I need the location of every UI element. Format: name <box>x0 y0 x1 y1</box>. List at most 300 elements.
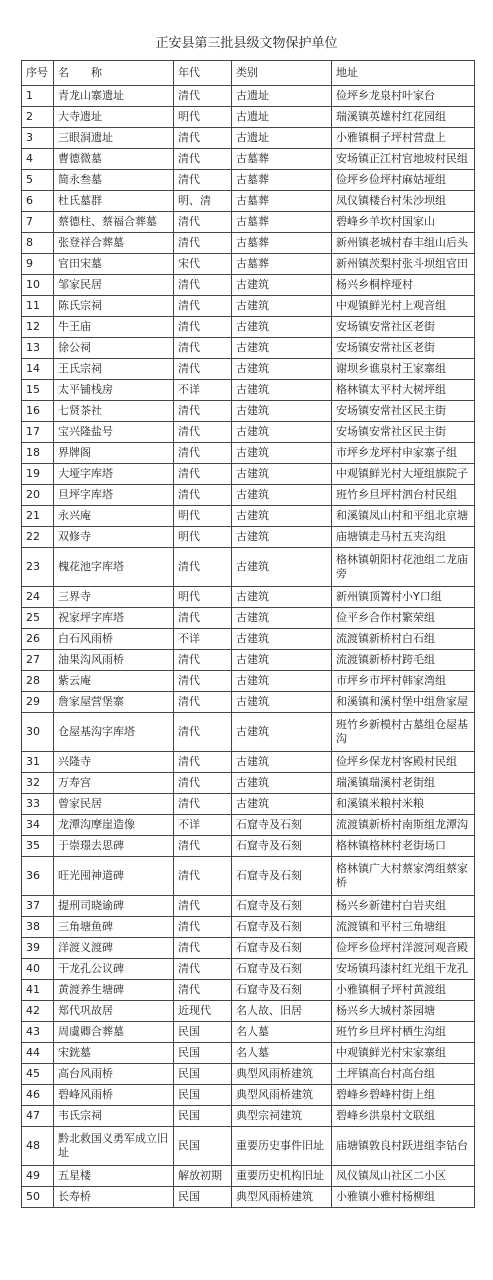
cell-index: 24 <box>22 587 54 608</box>
cell-category: 古建筑 <box>232 692 332 713</box>
cell-index: 19 <box>22 464 54 485</box>
cell-name: 王氏宗祠 <box>54 359 174 380</box>
cell-address: 安场镇正江村官地坡村民组 <box>332 149 475 170</box>
cell-name: 界牌阁 <box>54 443 174 464</box>
table-row <box>22 629 475 650</box>
cell-name: 提刑司晓谕碑 <box>54 896 174 917</box>
cell-name: 高台风雨桥 <box>54 1064 174 1085</box>
cell-index: 20 <box>22 485 54 506</box>
cell-name: 碧峰风雨桥 <box>54 1085 174 1106</box>
table-row <box>22 170 475 191</box>
cell-category: 石窟寺及石刻 <box>232 917 332 938</box>
cell-name: 长寿桥 <box>54 1187 174 1208</box>
cell-index: 11 <box>22 296 54 317</box>
table-row <box>22 917 475 938</box>
cell-address: 流渡镇新桥村南斯组龙潭沟 <box>332 815 475 836</box>
cell-address: 格林镇朝阳村花池组二龙庙旁 <box>332 548 475 587</box>
cell-name: 陈氏宗祠 <box>54 296 174 317</box>
cell-era: 民国 <box>174 1064 232 1085</box>
cell-era: 不详 <box>174 815 232 836</box>
table-row <box>22 608 475 629</box>
cell-address: 碧峰乡洪泉村文联组 <box>332 1106 475 1127</box>
table-row <box>22 1085 475 1106</box>
table-row <box>22 317 475 338</box>
cell-index: 29 <box>22 692 54 713</box>
cell-name: 大寺遗址 <box>54 107 174 128</box>
cell-address: 流渡镇和平村三角塘组 <box>332 917 475 938</box>
cell-era: 明、清 <box>174 191 232 212</box>
cell-category: 古墓葬 <box>232 149 332 170</box>
table-row <box>22 938 475 959</box>
cell-name: 官田宋墓 <box>54 254 174 275</box>
table-row <box>22 359 475 380</box>
cell-category: 古建筑 <box>232 608 332 629</box>
cell-index: 36 <box>22 857 54 896</box>
cell-address: 土坪镇高台村高台组 <box>332 1064 475 1085</box>
cell-address: 凤仪镇凤山社区二小区 <box>332 1166 475 1187</box>
cell-name: 油果沟风雨桥 <box>54 650 174 671</box>
cell-address: 庙塘镇走马村五夹沟组 <box>332 527 475 548</box>
table-row <box>22 752 475 773</box>
cell-address: 安场镇安常社区老街 <box>332 338 475 359</box>
cell-index: 32 <box>22 773 54 794</box>
cell-name: 槐花池字库塔 <box>54 548 174 587</box>
cell-era: 清代 <box>174 212 232 233</box>
table-row <box>22 857 475 896</box>
cell-category: 古建筑 <box>232 464 332 485</box>
cell-address: 杨兴乡大城村茶园塘 <box>332 1001 475 1022</box>
cell-era: 清代 <box>174 608 232 629</box>
table-row <box>22 1106 475 1127</box>
table-row <box>22 212 475 233</box>
header-address: 地址 <box>332 61 475 86</box>
cell-era: 清代 <box>174 938 232 959</box>
cell-name: 旦坪字库塔 <box>54 485 174 506</box>
table-row <box>22 107 475 128</box>
cell-name: 三角塘鱼碑 <box>54 917 174 938</box>
cell-name: 干龙孔公议碑 <box>54 959 174 980</box>
cell-name: 五星楼 <box>54 1166 174 1187</box>
table-row <box>22 773 475 794</box>
cell-category: 古建筑 <box>232 650 332 671</box>
cell-era: 清代 <box>174 338 232 359</box>
cell-category: 古遗址 <box>232 128 332 149</box>
cell-name: 祝家坪字库塔 <box>54 608 174 629</box>
cell-era: 民国 <box>174 1106 232 1127</box>
cell-era: 清代 <box>174 464 232 485</box>
table-row <box>22 401 475 422</box>
cell-address: 流渡镇新桥村白石组 <box>332 629 475 650</box>
table-row <box>22 671 475 692</box>
cell-address: 和溪镇凤山村和平组北京塘 <box>332 506 475 527</box>
cell-era: 明代 <box>174 506 232 527</box>
page-title: 正安县第三批县级文物保护单位 <box>155 36 338 51</box>
cell-address: 中观镇鲜光村上观音组 <box>332 296 475 317</box>
cell-index: 44 <box>22 1043 54 1064</box>
cell-era: 近现代 <box>174 1001 232 1022</box>
cell-name: 邹家民居 <box>54 275 174 296</box>
cell-category: 典型风雨桥建筑 <box>232 1085 332 1106</box>
cell-index: 49 <box>22 1166 54 1187</box>
cell-category: 石窟寺及石刻 <box>232 815 332 836</box>
table-row <box>22 959 475 980</box>
cell-address: 俭坪乡俭坪村麻姑垭组 <box>332 170 475 191</box>
cell-category: 古墓葬 <box>232 254 332 275</box>
cell-category: 古建筑 <box>232 506 332 527</box>
cell-name: 宝兴隆盐号 <box>54 422 174 443</box>
cell-index: 37 <box>22 896 54 917</box>
cell-index: 3 <box>22 128 54 149</box>
cell-name: 三眼洞遗址 <box>54 128 174 149</box>
cell-era: 清代 <box>174 233 232 254</box>
cell-era: 清代 <box>174 296 232 317</box>
table-row <box>22 980 475 1001</box>
cell-address: 安场镇安常社区民主街 <box>332 401 475 422</box>
cell-category: 古建筑 <box>232 443 332 464</box>
cell-category: 古建筑 <box>232 401 332 422</box>
table-row <box>22 485 475 506</box>
table-row <box>22 548 475 587</box>
cell-address: 俭平乡合作村繁荣组 <box>332 608 475 629</box>
cell-name: 黔北救国义勇军成立旧址 <box>54 1127 174 1166</box>
table-row <box>22 506 475 527</box>
cell-category: 古建筑 <box>232 794 332 815</box>
cell-index: 27 <box>22 650 54 671</box>
cell-era: 清代 <box>174 317 232 338</box>
cell-category: 石窟寺及石刻 <box>232 857 332 896</box>
cell-era: 清代 <box>174 443 232 464</box>
cell-category: 古建筑 <box>232 587 332 608</box>
cell-index: 33 <box>22 794 54 815</box>
cell-address: 格林镇广大村蔡家湾组蔡家桥 <box>332 857 475 896</box>
table-row <box>22 275 475 296</box>
cell-name: 白石风雨桥 <box>54 629 174 650</box>
cell-era: 清代 <box>174 128 232 149</box>
cell-address: 格林镇格林村老街场口 <box>332 836 475 857</box>
cell-index: 50 <box>22 1187 54 1208</box>
table-row <box>22 1022 475 1043</box>
cell-category: 古建筑 <box>232 317 332 338</box>
cell-name: 兴隆寺 <box>54 752 174 773</box>
cell-era: 明代 <box>174 107 232 128</box>
cell-name: 青龙山寨遗址 <box>54 86 174 107</box>
cell-era: 清代 <box>174 773 232 794</box>
table-row <box>22 1166 475 1187</box>
cell-index: 17 <box>22 422 54 443</box>
cell-name: 于崇璟去思碑 <box>54 836 174 857</box>
cell-index: 8 <box>22 233 54 254</box>
cell-era: 民国 <box>174 1043 232 1064</box>
cell-category: 古建筑 <box>232 527 332 548</box>
cell-index: 42 <box>22 1001 54 1022</box>
cell-address: 杨兴乡新建村白岩夹组 <box>332 896 475 917</box>
cell-era: 明代 <box>174 587 232 608</box>
cell-category: 古建筑 <box>232 773 332 794</box>
cell-address: 市坪乡市坪村韩家湾组 <box>332 671 475 692</box>
cell-index: 38 <box>22 917 54 938</box>
cell-index: 15 <box>22 380 54 401</box>
cell-era: 明代 <box>174 527 232 548</box>
cell-index: 35 <box>22 836 54 857</box>
cell-category: 典型风雨桥建筑 <box>232 1064 332 1085</box>
cell-era: 清代 <box>174 671 232 692</box>
header-category: 类别 <box>232 61 332 86</box>
cell-address: 凤仪镇楼台村朱沙坝组 <box>332 191 475 212</box>
cell-address: 格林镇太平村大树坪组 <box>332 380 475 401</box>
cell-category: 古建筑 <box>232 548 332 587</box>
cell-category: 古建筑 <box>232 380 332 401</box>
cell-index: 16 <box>22 401 54 422</box>
table-row <box>22 233 475 254</box>
cell-index: 4 <box>22 149 54 170</box>
cell-name: 曾家民居 <box>54 794 174 815</box>
cell-address: 谢坝乡谯泉村王家寨组 <box>332 359 475 380</box>
cell-name: 张登祥合葬墓 <box>54 233 174 254</box>
table-row <box>22 443 475 464</box>
cell-index: 2 <box>22 107 54 128</box>
cell-index: 5 <box>22 170 54 191</box>
cell-address: 安场镇安常社区老街 <box>332 317 475 338</box>
cell-category: 重要历史机构旧址 <box>232 1166 332 1187</box>
cell-name: 龙潭沟摩崖造像 <box>54 815 174 836</box>
cell-category: 古建筑 <box>232 338 332 359</box>
cell-index: 1 <box>22 86 54 107</box>
cell-category: 名人墓 <box>232 1022 332 1043</box>
cell-era: 民国 <box>174 1085 232 1106</box>
cell-name: 紫云庵 <box>54 671 174 692</box>
cell-era: 清代 <box>174 959 232 980</box>
table-row <box>22 380 475 401</box>
cell-era: 清代 <box>174 650 232 671</box>
cell-era: 清代 <box>174 401 232 422</box>
cell-category: 典型宗祠建筑 <box>232 1106 332 1127</box>
cell-index: 31 <box>22 752 54 773</box>
cell-name: 永兴庵 <box>54 506 174 527</box>
cell-index: 25 <box>22 608 54 629</box>
table-row <box>22 794 475 815</box>
cell-era: 解放初期 <box>174 1166 232 1187</box>
cell-address: 班竹乡旦坪村泗台村民组 <box>332 485 475 506</box>
cell-era: 清代 <box>174 485 232 506</box>
cell-category: 古建筑 <box>232 296 332 317</box>
cell-name: 双修寺 <box>54 527 174 548</box>
cell-index: 48 <box>22 1127 54 1166</box>
cell-era: 清代 <box>174 692 232 713</box>
cell-address: 和溪镇和溪村堡中组詹家屋 <box>332 692 475 713</box>
cell-index: 23 <box>22 548 54 587</box>
cell-address: 新州镇顶箐村小Y口组 <box>332 587 475 608</box>
cell-name: 郑代巩故居 <box>54 1001 174 1022</box>
cell-name: 蔡德柱、蔡福合葬墓 <box>54 212 174 233</box>
cell-era: 清代 <box>174 548 232 587</box>
table-row <box>22 1001 475 1022</box>
cell-category: 名人故、旧居 <box>232 1001 332 1022</box>
cell-name: 太平铺栈房 <box>54 380 174 401</box>
cell-index: 43 <box>22 1022 54 1043</box>
cell-address: 中观镇鲜光村宋家寨组 <box>332 1043 475 1064</box>
cell-category: 古墓葬 <box>232 212 332 233</box>
cell-name: 简永叁墓 <box>54 170 174 191</box>
table-row <box>22 896 475 917</box>
cell-address: 流渡镇新桥村跨毛组 <box>332 650 475 671</box>
cell-category: 典型风雨桥建筑 <box>232 1187 332 1208</box>
cell-name: 宋銧墓 <box>54 1043 174 1064</box>
table-row <box>22 1187 475 1208</box>
cell-address: 杨兴乡桐梓垭村 <box>332 275 475 296</box>
cell-era: 清代 <box>174 149 232 170</box>
cell-index: 30 <box>22 713 54 752</box>
cell-category: 古建筑 <box>232 752 332 773</box>
cell-era: 民国 <box>174 1022 232 1043</box>
table-row <box>22 1064 475 1085</box>
cell-name: 周虞卿合葬墓 <box>54 1022 174 1043</box>
cell-index: 40 <box>22 959 54 980</box>
table-row <box>22 527 475 548</box>
cell-address: 市坪乡龙坪村申家寨子组 <box>332 443 475 464</box>
cell-era: 清代 <box>174 917 232 938</box>
cell-name: 牛王庙 <box>54 317 174 338</box>
cell-category: 古墓葬 <box>232 233 332 254</box>
table-row <box>22 464 475 485</box>
cell-era: 清代 <box>174 857 232 896</box>
cell-address: 瑞溪镇英雄村红花园组 <box>332 107 475 128</box>
cell-name: 旺光囤神道碑 <box>54 857 174 896</box>
cell-index: 18 <box>22 443 54 464</box>
table-row <box>22 587 475 608</box>
cell-category: 古建筑 <box>232 275 332 296</box>
cell-index: 12 <box>22 317 54 338</box>
cell-address: 班竹乡旦坪村栖生沟组 <box>332 1022 475 1043</box>
cell-category: 古建筑 <box>232 629 332 650</box>
cell-index: 14 <box>22 359 54 380</box>
cell-name: 曹德微墓 <box>54 149 174 170</box>
cell-era: 不详 <box>174 629 232 650</box>
cell-name: 詹家屋营堡寨 <box>54 692 174 713</box>
cell-index: 46 <box>22 1085 54 1106</box>
cell-index: 9 <box>22 254 54 275</box>
cell-era: 清代 <box>174 713 232 752</box>
cell-category: 石窟寺及石刻 <box>232 938 332 959</box>
cell-address: 碧峰乡羊坎村国家山 <box>332 212 475 233</box>
cell-name: 徐公祠 <box>54 338 174 359</box>
cell-category: 石窟寺及石刻 <box>232 959 332 980</box>
cell-index: 34 <box>22 815 54 836</box>
cell-category: 古遗址 <box>232 86 332 107</box>
cell-name: 黄渡养生塘碑 <box>54 980 174 1001</box>
header-era: 年代 <box>174 61 232 86</box>
cell-name: 洋渡义渡碑 <box>54 938 174 959</box>
cell-name: 万寿宫 <box>54 773 174 794</box>
cell-address: 小雅镇小雅村杨柳组 <box>332 1187 475 1208</box>
cell-era: 清代 <box>174 896 232 917</box>
table-row <box>22 815 475 836</box>
cell-index: 22 <box>22 527 54 548</box>
table-row <box>22 713 475 752</box>
table-row <box>22 836 475 857</box>
cell-index: 21 <box>22 506 54 527</box>
cell-address: 安场镇玛漆村红光组干龙孔 <box>332 959 475 980</box>
table-row <box>22 1127 475 1166</box>
cell-name: 三界寺 <box>54 587 174 608</box>
cell-category: 石窟寺及石刻 <box>232 836 332 857</box>
cell-era: 清代 <box>174 422 232 443</box>
cell-address: 安场镇安常社区民主街 <box>332 422 475 443</box>
cell-era: 清代 <box>174 86 232 107</box>
cell-index: 41 <box>22 980 54 1001</box>
cell-address: 瑞溪镇瑞溪村老街组 <box>332 773 475 794</box>
table-header-row <box>22 61 475 86</box>
cell-era: 清代 <box>174 752 232 773</box>
cell-index: 28 <box>22 671 54 692</box>
cell-address: 新州镇茨梨村张斗坝组官田 <box>332 254 475 275</box>
cell-name: 七贤茶社 <box>54 401 174 422</box>
table-row <box>22 692 475 713</box>
table-row <box>22 86 475 107</box>
table-row <box>22 1043 475 1064</box>
cell-address: 新州镇老城村春丰组山后头 <box>332 233 475 254</box>
cell-category: 名人墓 <box>232 1043 332 1064</box>
cell-index: 45 <box>22 1064 54 1085</box>
table-row <box>22 650 475 671</box>
table-body <box>22 86 475 1208</box>
cell-category: 石窟寺及石刻 <box>232 896 332 917</box>
cell-address: 俭坪乡龙泉村叶家台 <box>332 86 475 107</box>
cell-era: 清代 <box>174 794 232 815</box>
cell-era: 民国 <box>174 1187 232 1208</box>
table-row <box>22 254 475 275</box>
cell-era: 不详 <box>174 380 232 401</box>
heritage-table <box>21 60 475 1208</box>
cell-address: 俭坪乡保龙村客殿村民组 <box>332 752 475 773</box>
table-row <box>22 422 475 443</box>
cell-era: 清代 <box>174 359 232 380</box>
cell-index: 39 <box>22 938 54 959</box>
table-row <box>22 191 475 212</box>
cell-era: 宋代 <box>174 254 232 275</box>
cell-category: 石窟寺及石刻 <box>232 980 332 1001</box>
cell-era: 清代 <box>174 980 232 1001</box>
cell-name: 仓屋基沟字库塔 <box>54 713 174 752</box>
cell-category: 古建筑 <box>232 485 332 506</box>
cell-category: 古墓葬 <box>232 170 332 191</box>
cell-category: 古建筑 <box>232 422 332 443</box>
cell-category: 古建筑 <box>232 713 332 752</box>
cell-address: 和溪镇米粮村米粮 <box>332 794 475 815</box>
cell-address: 小雅镇桐子坪村黄渡组 <box>332 980 475 1001</box>
table-row <box>22 128 475 149</box>
cell-category: 古建筑 <box>232 359 332 380</box>
header-index: 序号 <box>22 61 54 86</box>
cell-address: 碧峰乡碧峰村街上组 <box>332 1085 475 1106</box>
cell-address: 班竹乡新模村古墓组仓屋基沟 <box>332 713 475 752</box>
cell-index: 13 <box>22 338 54 359</box>
header-name: 名 称 <box>54 61 174 86</box>
cell-era: 民国 <box>174 1127 232 1166</box>
cell-era: 清代 <box>174 170 232 191</box>
cell-index: 7 <box>22 212 54 233</box>
cell-name: 韦氏宗祠 <box>54 1106 174 1127</box>
cell-index: 26 <box>22 629 54 650</box>
cell-address: 俭坪乡俭坪村洋渡河观音殿 <box>332 938 475 959</box>
cell-era: 清代 <box>174 275 232 296</box>
cell-address: 庙塘镇敦良村跃进组李钻台 <box>332 1127 475 1166</box>
cell-category: 古建筑 <box>232 671 332 692</box>
cell-category: 古墓葬 <box>232 191 332 212</box>
table-row <box>22 149 475 170</box>
cell-index: 47 <box>22 1106 54 1127</box>
cell-category: 古遗址 <box>232 107 332 128</box>
cell-index: 10 <box>22 275 54 296</box>
